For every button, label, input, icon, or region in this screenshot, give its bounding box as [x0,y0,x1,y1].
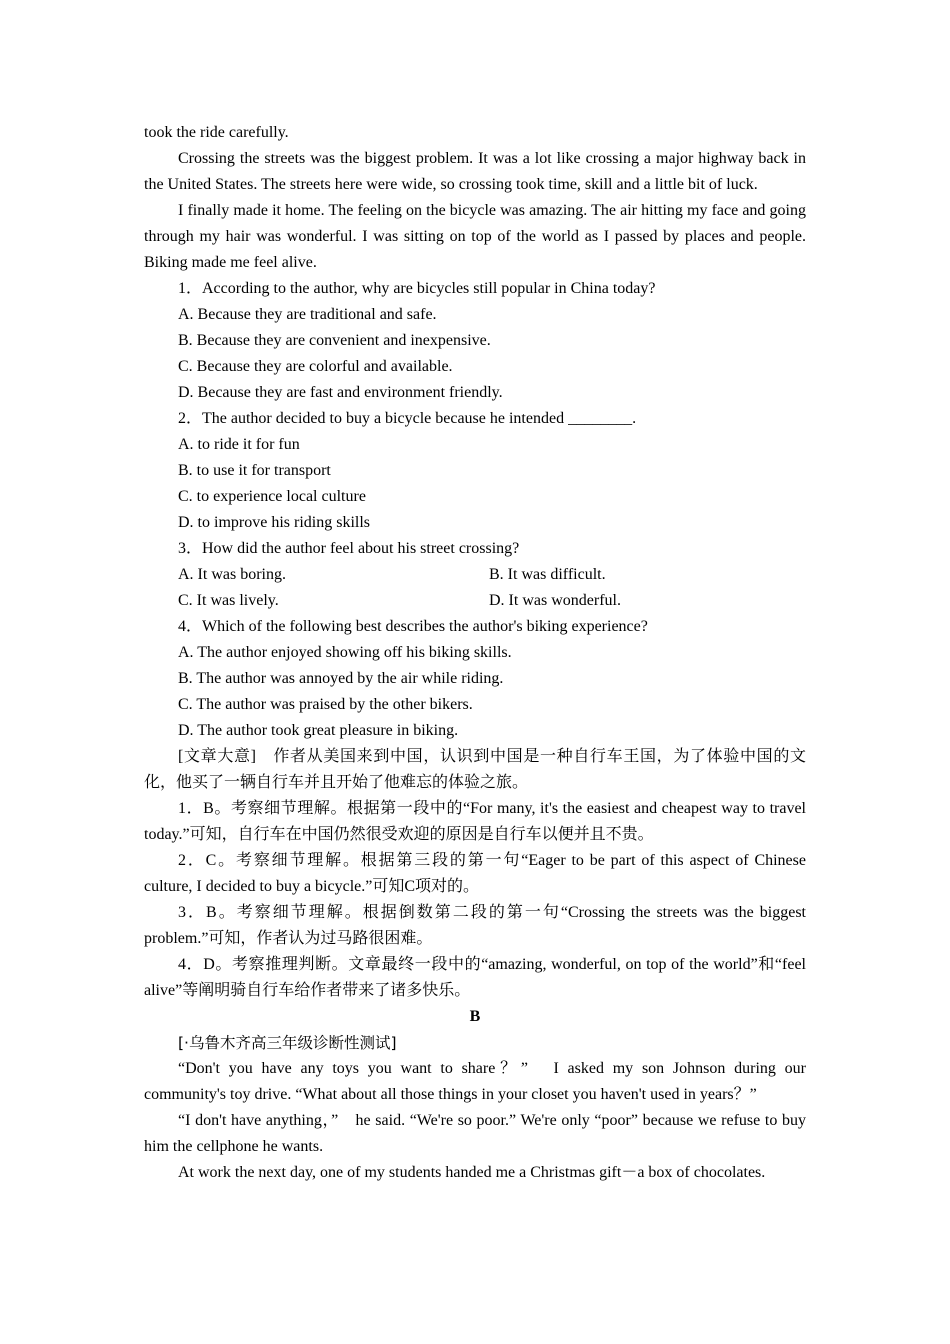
question-option: C. to experience local culture [178,488,366,505]
question-option: D. Because they are fast and environment friendly. [178,384,503,401]
answer-analysis [144,744,806,1004]
question-option: B. The author was annoyed by the air while riding. [178,670,504,687]
question-stem: 2．The author decided to buy a bicycle because he intended ________. [178,410,637,427]
passage-b-paragraph: “Don't you have any toys you want to share？” I asked my son Johnson during our community's toy drive. “What about all those things in your closet you haven't used in years？” [144,1060,806,1103]
passage-a-paragraph-home: I finally made it home. The feeling on the bicycle was amazing. The air hitting my face and going through my hair was wonderful. I was sitting on top of the world as I passed by places and people. Biking made me feel alive. [144,202,806,271]
question-option: C. The author was praised by the other bikers. [178,696,473,713]
question-3 [144,536,806,614]
question-option: B. Because they are convenient and inexpensive. [178,332,491,349]
question-option: A. Because they are traditional and safe. [178,306,437,323]
question-stem: 3．How did the author feel about his street crossing? [178,540,520,557]
analysis-answer: 3．B。考察细节理解。根据倒数第二段的第一句“Crossing the streets was the biggest problem.”可知，作者认为过马路很困难。 [144,904,806,947]
passage-b-source: [·乌鲁木齐高三年级诊断性测试] [178,1034,397,1052]
passage-a-line: took the ride carefully. [144,124,289,141]
passage-a-paragraph-crossing: Crossing the streets was the biggest problem. It was a lot like crossing a major highway back in the United States. The streets here were wide, so crossing took time, skill and a little bit of luck. [144,150,806,193]
question-option: A. The author enjoyed showing off his biking skills. [178,644,512,661]
question-option: C. It was lively. [178,592,279,609]
analysis-answer: 4．D。考察推理判断。文章最终一段中的“amazing, wonderful, on top of the world”和“feel alive”等阐明骑自行车给作者带来了诸多快乐。 [144,956,806,999]
question-stem: 1．According to the author, why are bicycles still popular in China today? [178,280,656,297]
passage-b-paragraph: “I don't have anything，” he said. “We're so poor.” We're only “poor” because we refuse to buy him the cellphone he wants. [144,1112,806,1155]
question-option: B. to use it for transport [178,462,331,479]
question-option: D. The author took great pleasure in biking. [178,722,459,739]
question-option: C. Because they are colorful and available. [178,358,453,375]
document-page [144,120,806,1186]
question-4 [144,614,806,744]
question-option-row [144,588,806,614]
question-option: D. It was wonderful. [489,592,621,609]
analysis-summary: [文章大意] 作者从美国来到中国，认识到中国是一种自行车王国，为了体验中国的文化，他买了一辆自行车并且开始了他难忘的体验之旅。 [144,748,806,791]
passage-b-heading: B [469,1008,481,1025]
question-2 [144,406,806,536]
question-option: A. to ride it for fun [178,436,300,453]
analysis-answer: 2．C。考察细节理解。根据第三段的第一句“Eager to be part of this aspect of Chinese culture, I decided to buy a bicycle.”可知C项对的。 [144,852,806,895]
question-option: D. to improve his riding skills [178,514,370,531]
question-stem: 4．Which of the following best describes the author's biking experience? [178,618,648,635]
question-option: B. It was difficult. [489,566,606,583]
passage-b-paragraph: At work the next day, one of my students handed me a Christmas gift－a box of chocolates. [178,1164,766,1181]
question-option: A. It was boring. [178,566,286,583]
analysis-answer: 1．B。考察细节理解。根据第一段中的“For many, it's the easiest and cheapest way to travel today.”可知，自行车在中国仍然很受欢迎的原因是自行车以便并且不贵。 [144,800,806,843]
question-1 [144,276,806,406]
question-option-row [144,562,806,588]
